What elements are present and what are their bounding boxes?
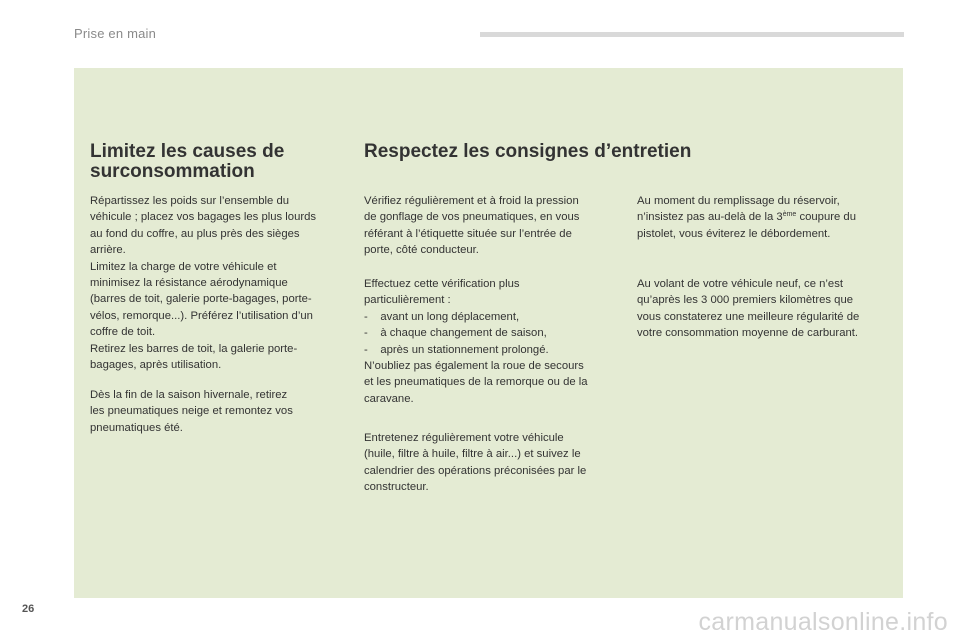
paragraph-winter-tyres — [90, 387, 350, 436]
text-fragment: coupure du — [796, 211, 856, 224]
text-fragment: n’insistez pas au-delà de la 3 — [637, 211, 783, 224]
heading-maintenance: Respectez les consignes d’entretien — [364, 141, 692, 162]
text-line: de gonflage de vos pneumatiques, en vous — [364, 211, 580, 224]
list-item: - après un stationnement prolongé. — [364, 343, 549, 356]
list-item: - avant un long déplacement, — [364, 310, 520, 323]
text-line: véhicule ; placez vos bagages les plus lourds — [90, 211, 317, 224]
header-rule — [480, 32, 904, 37]
text-line: au fond du coffre, au plus près des sièges — [90, 227, 300, 240]
section-title: Prise en main — [74, 26, 157, 41]
text-line — [637, 209, 897, 225]
heading-line: surconsommation — [90, 161, 255, 182]
text-line: vous constaterez une meilleure régularité de — [637, 310, 860, 323]
text-line: votre consommation moyenne de carburant. — [637, 327, 859, 340]
paragraph-weight-load — [90, 193, 350, 373]
text-line: Effectuez cette vérification plus — [364, 278, 520, 290]
text-line: qu’après les 3 000 premiers kilomètres que — [637, 294, 854, 307]
text-line: coffre de toit. — [90, 326, 156, 339]
list-item: - à chaque changement de saison, — [364, 327, 547, 340]
paragraph-tyre-pressure — [364, 193, 624, 259]
text-line: arrière. — [90, 244, 126, 257]
text-line: porte, côté conducteur. — [364, 244, 479, 257]
text-line: vélos, remorque...). Préférez l’utilisation d’un — [90, 309, 313, 322]
text-line: N’oubliez pas également la roue de secours — [364, 360, 584, 373]
text-line: (huile, filtre à huile, filtre à air...) et suivez le — [364, 448, 581, 461]
page-number: 26 — [22, 603, 35, 615]
paragraph-service-schedule — [364, 430, 624, 496]
heading-overconsumption — [90, 142, 350, 182]
text-line: et les pneumatiques de la remorque ou de la — [364, 376, 588, 389]
paragraph-new-vehicle — [637, 276, 897, 342]
text-line: (barres de toit, galerie porte-bagages, porte- — [90, 293, 312, 306]
text-line: calendrier des opérations préconisées par le — [364, 464, 587, 477]
paragraph-refuelling — [637, 193, 897, 242]
text-line: Limitez la charge de votre véhicule et — [90, 260, 277, 273]
heading-line: Limitez les causes de — [90, 141, 285, 162]
text-line: constructeur. — [364, 481, 429, 494]
text-line: les pneumatiques neige et remontez vos — [90, 405, 293, 418]
text-line: caravane. — [364, 392, 414, 405]
text-line: particulièrement : — [364, 294, 451, 307]
superscript-ordinal: ème — [782, 211, 797, 219]
text-line: Répartissez les poids sur l’ensemble du — [90, 195, 290, 207]
text-line: minimisez la résistance aérodynamique — [90, 277, 288, 290]
site-watermark: carmanualsonline.info — [698, 608, 948, 636]
paragraph-check-conditions — [364, 276, 624, 407]
text-line: Au volant de votre véhicule neuf, ce n’est — [637, 278, 843, 290]
text-line: pneumatiques été. — [90, 421, 183, 434]
text-line: pistolet, vous éviterez le débordement. — [637, 227, 831, 240]
text-line: référant à l’étiquette située sur l’entrée de — [364, 227, 572, 240]
text-line: Dès la fin de la saison hivernale, retirez — [90, 389, 288, 401]
text-line: Entretenez régulièrement votre véhicule — [364, 432, 564, 444]
text-line: bagages, après utilisation. — [90, 359, 222, 372]
text-line: Vérifiez régulièrement et à froid la pression — [364, 195, 579, 207]
text-line: Au moment du remplissage du réservoir, — [637, 195, 840, 207]
text-line: Retirez les barres de toit, la galerie porte- — [90, 342, 298, 355]
